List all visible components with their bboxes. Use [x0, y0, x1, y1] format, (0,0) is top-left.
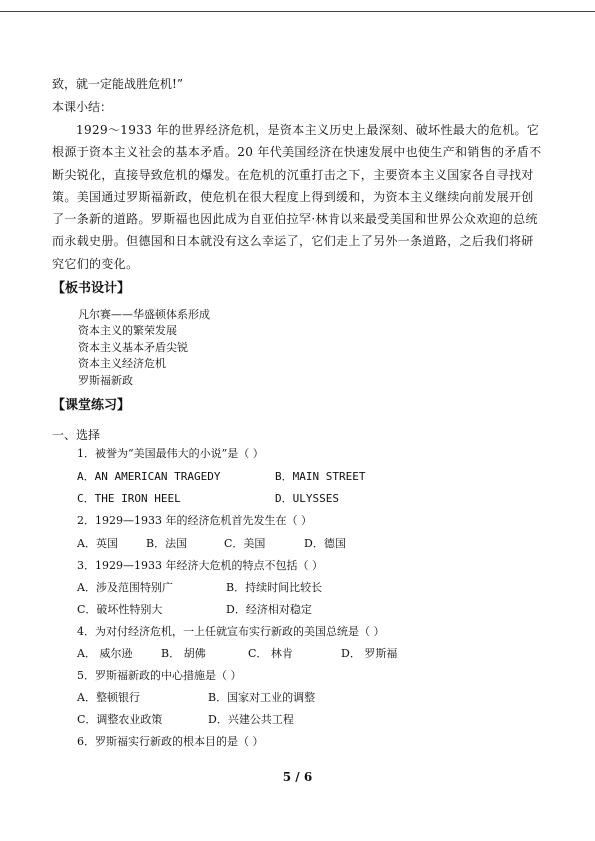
q4-option-b: B． 胡佛 [161, 647, 206, 660]
q2-option-d: D．德国 [304, 537, 346, 550]
q4-option-d: D． 罗斯福 [341, 647, 398, 660]
q2-option-a: A．英国 [77, 537, 118, 550]
board-item: 罗斯福新政 [78, 373, 133, 387]
q1-option-b: B．MAIN STREET [275, 470, 366, 483]
section-label: 一、选择 [52, 428, 101, 442]
q5-option-c: C．调整农业政策 [77, 713, 163, 726]
summary-label: 本课小结： [52, 100, 113, 114]
q1-option-a: A．AN AMERICAN TRAGEDY [77, 470, 221, 483]
q1-option-c: C．THE IRON HEEL [77, 492, 181, 505]
board-item: 凡尔赛——华盛顿体系形成 [78, 308, 210, 321]
q5-option-b: B．国家对工业的调整 [208, 691, 316, 704]
q4-option-c: C． 林肯 [248, 647, 293, 660]
question-2: 2．1929—1933 年的经济危机首先发生在（ ） [77, 514, 312, 527]
header-rule [0, 11, 595, 12]
question-6: 6．罗斯福实行新政的根本目的是（ ） [77, 735, 264, 748]
q2-option-c: C．美国 [224, 537, 266, 550]
q5-option-a: A．整顿银行 [77, 691, 140, 704]
question-3: 3．1929—1933 年经济大危机的特点不包括（ ） [77, 559, 323, 572]
question-1: 1．被誉为“美国最伟大的小说”是（ ） [77, 447, 264, 460]
continuation-text: 致，就一定能战胜危机!” [52, 77, 183, 91]
board-design-list [78, 307, 210, 389]
q3-option-c: C．破坏性特别大 [77, 603, 163, 616]
q2-option-b: B．法国 [146, 537, 188, 550]
summary-paragraph: 1929～1933 年的世界经济危机，是资本主义历史上最深刻、破坏性最大的危机。它根源于资本主义社会的基本矛盾。20 年代美国经济在快速发展中也使生产和销售的矛盾不断尖锐化，直接导致危机的爆发。在危机的沉重打击之下，主要资本主义国家各自寻找对策。美国通过罗斯福新政，使危机在很大程度上得到缓和，为资本主义继续向前发展开创了一条新的道路。罗斯福也因此成为自亚伯拉罕·林肯以来最受美国和世界公众欢迎的总统而永载史册。但德国和日本就没有这么幸运了，它们走上了另外一条道路，之后我们将研究它们的变化。 [52, 123, 542, 271]
q5-option-d: D．兴建公共工程 [208, 713, 294, 726]
question-5: 5．罗斯福新政的中心措施是（ ） [77, 669, 242, 682]
page-number: 5 / 6 [282, 770, 313, 784]
board-item: 资本主义经济危机 [78, 357, 166, 371]
board-design-heading: 【板书设计】 [52, 281, 131, 296]
q4-option-a: A． 威尔逊 [77, 647, 133, 660]
board-item: 资本主义基本矛盾尖锐 [78, 340, 188, 354]
practice-heading: 【课堂练习】 [52, 398, 131, 413]
q3-option-b: B．持续时间比较长 [226, 581, 323, 594]
question-4: 4．为对付经济危机，一上任就宣布实行新政的美国总统是（ ） [77, 625, 385, 638]
board-item: 资本主义的繁荣发展 [78, 324, 177, 338]
q3-option-d: D．经济相对稳定 [226, 603, 312, 616]
q1-option-d: D．ULYSSES [275, 492, 339, 505]
q3-option-a: A．涉及范围特别广 [77, 581, 173, 594]
